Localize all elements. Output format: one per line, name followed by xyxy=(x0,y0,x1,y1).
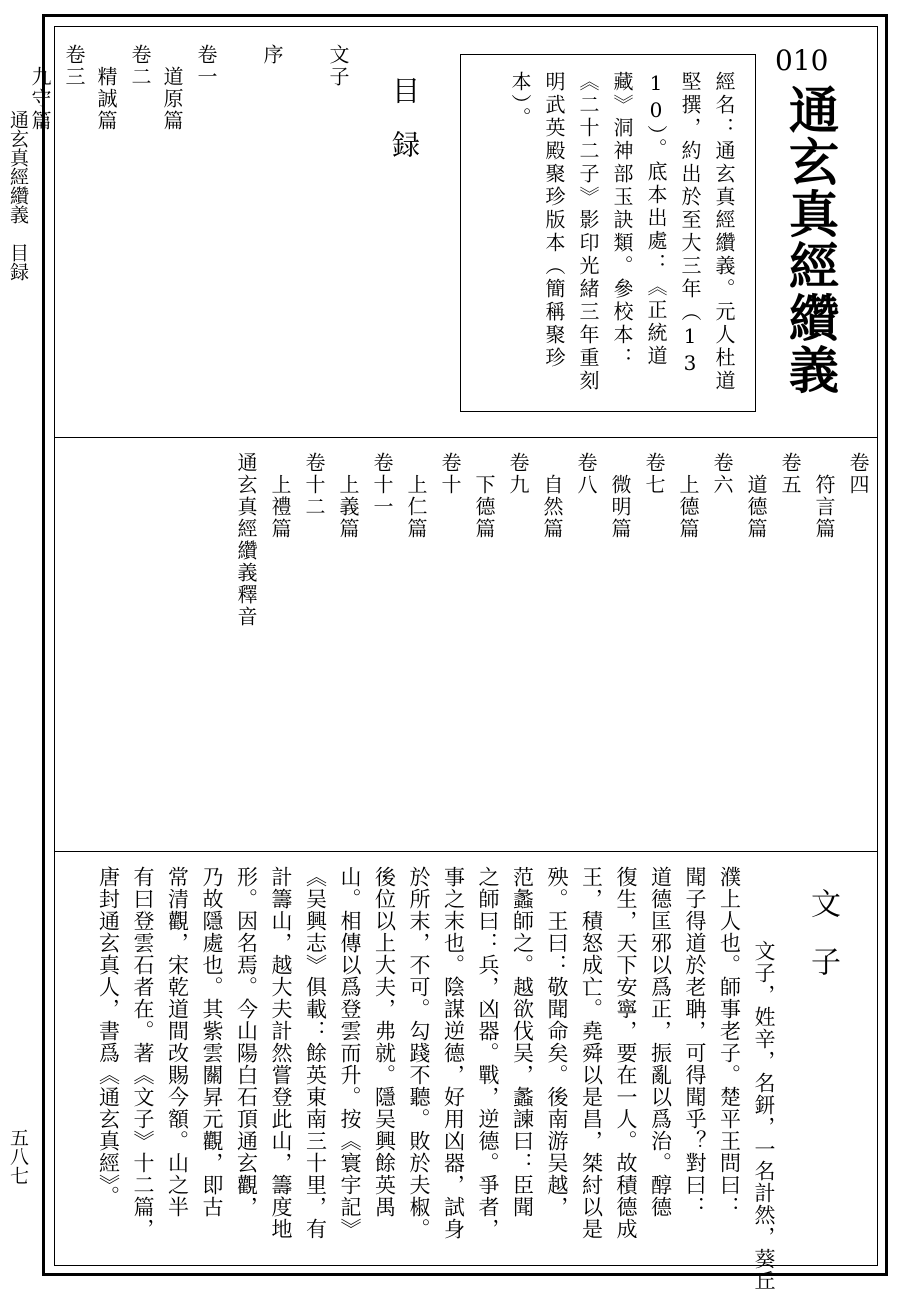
toc-chapter-title: 九守篇 xyxy=(28,66,52,132)
toc-chapter-title: 上仁篇 xyxy=(404,474,428,540)
toc-chapter-title: 道德篇 xyxy=(744,474,768,540)
toc-entry: 卷五 xyxy=(778,452,802,496)
running-title: 通玄真經纘義 目録 xyxy=(7,110,29,281)
toc-entry: 卷八 xyxy=(574,452,598,496)
preface-text-column: 唐封通玄真人，書爲《通玄真經》。 xyxy=(96,866,121,1208)
preface-text-column: 《吴興志》俱載：餘英東南三十里，有 xyxy=(303,866,328,1240)
preface-text-column: 山。相傳以爲登雲而升。按《寰宇記》 xyxy=(338,866,362,1240)
toc-chapter-title: 上禮篇 xyxy=(268,474,292,540)
preface-text-column: 計籌山，越大夫計然嘗登此山，籌度地 xyxy=(269,866,293,1240)
preface-text-column: 形。因名焉。今山陽白石頂通玄觀， xyxy=(234,866,259,1218)
toc-chapter-title: 自然篇 xyxy=(540,474,564,540)
preface-text-column: 有曰登雲石者在。著《文子》十二篇， xyxy=(131,866,155,1240)
toc-entry: 卷三 xyxy=(62,44,86,88)
toc-chapter-title: 上義篇 xyxy=(336,474,360,540)
preface-text-column: 之師曰：兵，凶器。戰，逆德。爭者， xyxy=(476,866,500,1240)
bibliographic-info-text: 經名：通玄真經纘義。元人杜道堅撰，約出於至大三年（1310）。底本出處：《正統道藏》洞神部玉訣類。參校本：《二十二子》影印光緒三年重刻明武英殿聚珍版本（簡稱聚珍本）。 xyxy=(508,71,736,393)
toc-entry: 卷十 xyxy=(438,452,462,496)
preface-text-column: 范蠡師之。越欲伐吴，蠡諫曰：臣聞 xyxy=(510,866,535,1218)
preface-text-column: 道德匡邪以爲正，振亂以爲治。醇德 xyxy=(648,866,673,1218)
toc-entry: 卷十二 xyxy=(302,452,326,518)
divider-lower xyxy=(54,851,878,852)
toc-chapter-title: 微明篇 xyxy=(608,474,632,540)
toc-entry: 卷七 xyxy=(642,452,666,496)
toc-chapter-title: 下德篇 xyxy=(472,474,496,540)
preface-text-column: 聞子得道於老聃，可得聞乎？對曰： xyxy=(683,866,707,1218)
preface-heading: 文子 xyxy=(805,888,840,1004)
preface-text-column: 事之末也。陰謀逆德，好用凶器，試身 xyxy=(441,866,466,1240)
preface-text-column: 文子，姓辛，名鈃，一名計然，葵丘 xyxy=(752,940,776,1292)
toc-chapter-title: 上德篇 xyxy=(676,474,700,540)
toc-entry: 卷九 xyxy=(506,452,530,496)
preface-text-column: 殃。王曰：敬聞命矣。後南游吴越， xyxy=(545,866,569,1218)
toc-entry: 卷十一 xyxy=(370,452,394,518)
preface-text-column: 後位以上大夫，弗就。隱吴興餘英禺 xyxy=(372,866,397,1218)
toc-entry: 通玄真經纘義釋音 xyxy=(234,452,258,628)
preface-text-column: 常清觀，宋乾道間改賜今額。山之半 xyxy=(165,866,190,1218)
toc-chapter-title: 道原篇 xyxy=(160,66,184,132)
preface-text-column: 於所末，不可。勾踐不聽。敗於夫椒。 xyxy=(407,866,431,1240)
bibliographic-info-box xyxy=(460,54,756,412)
preface-text-column: 濮上人也。師事老子。楚平王問曰： xyxy=(717,866,742,1218)
toc-entry: 卷二 xyxy=(128,44,152,88)
book-title: 通玄真經纘義 xyxy=(781,84,840,396)
preface-text-column: 乃故隱處也。其紫雲關昇元觀，即古 xyxy=(200,866,224,1218)
contents-heading: 目録 xyxy=(388,76,421,184)
toc-entry: 文子 xyxy=(326,44,350,88)
toc-entry: 卷四 xyxy=(846,452,870,496)
toc-entry: 序 xyxy=(260,44,284,66)
serial-number: 010 xyxy=(775,44,829,77)
preface-text-column: 王，積怒成亡。堯舜以是昌，桀紂以是 xyxy=(579,866,604,1240)
toc-chapter-title: 精誠篇 xyxy=(94,66,118,132)
preface-text-column: 復生，天下安寧，要在一人。故積德成 xyxy=(614,866,638,1240)
divider-upper xyxy=(54,437,878,438)
toc-entry: 卷六 xyxy=(710,452,734,496)
toc-entry: 卷一 xyxy=(194,44,218,88)
toc-chapter-title: 符言篇 xyxy=(812,474,836,540)
page-number: 五八七 xyxy=(7,1128,29,1185)
